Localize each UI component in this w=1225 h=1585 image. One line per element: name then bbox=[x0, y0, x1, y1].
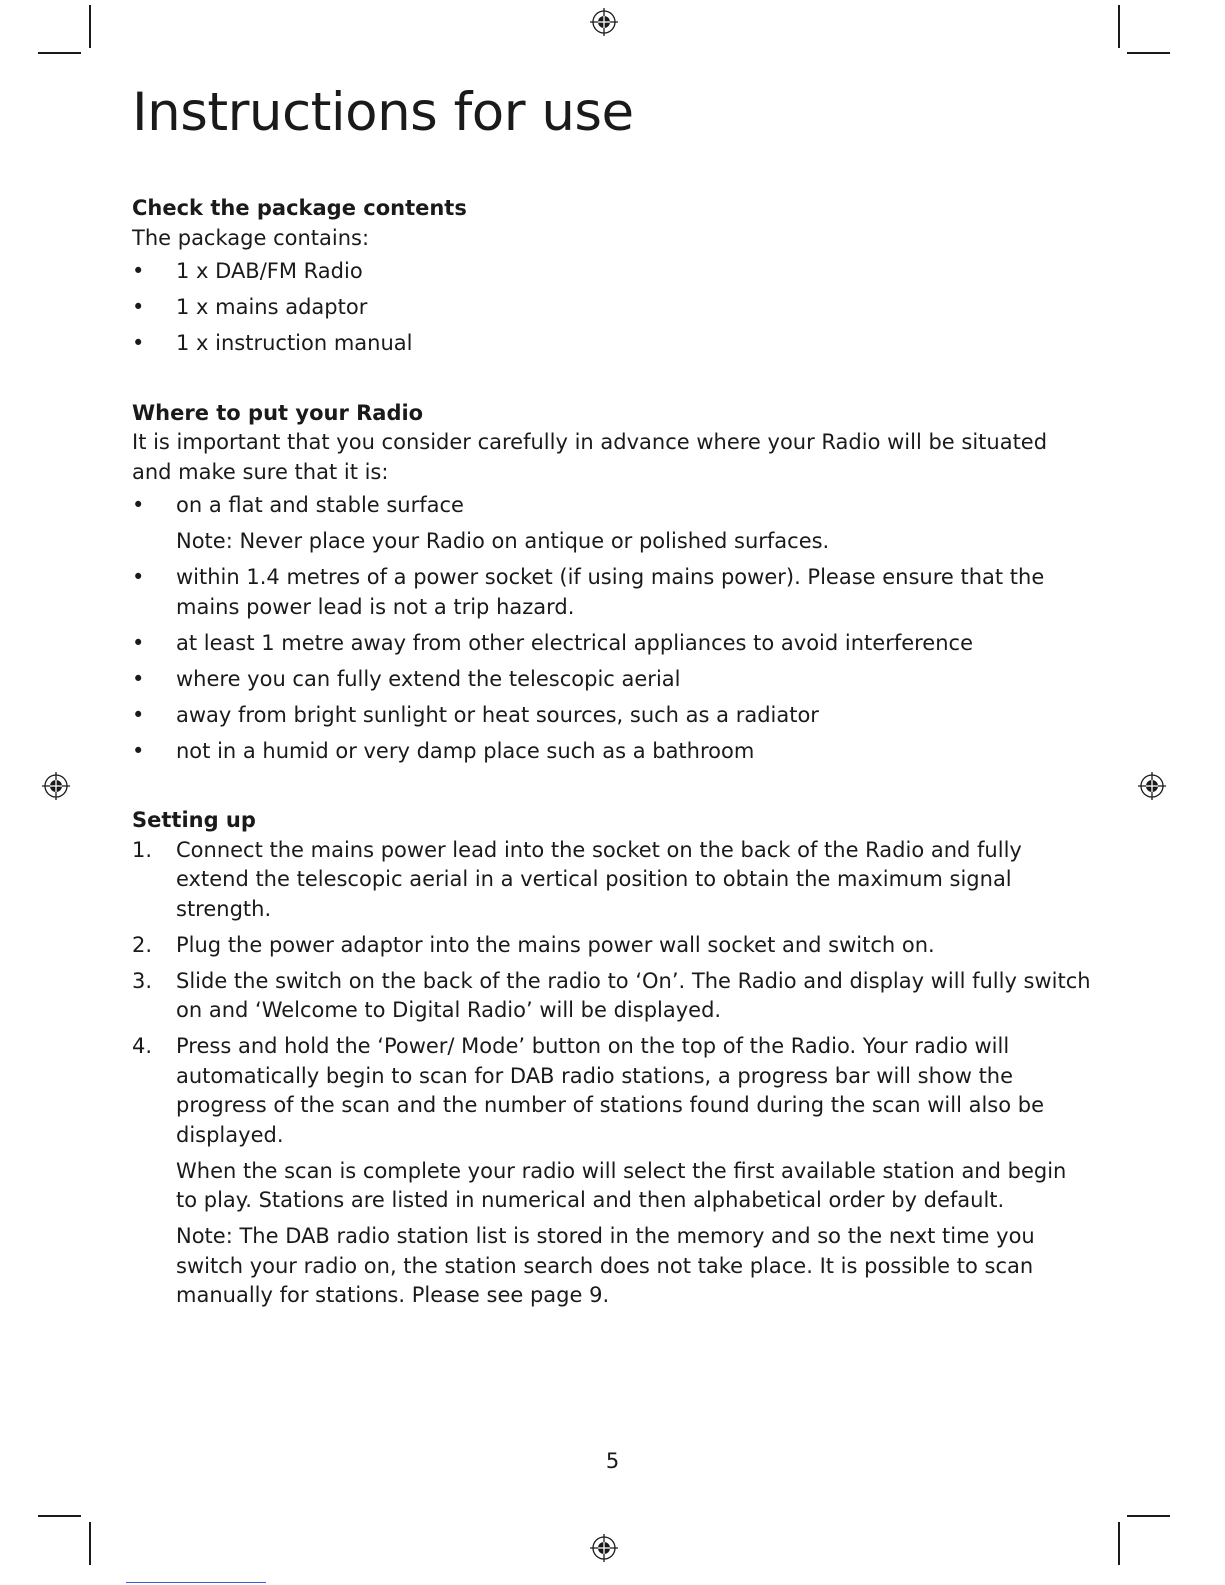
list-item bbox=[132, 836, 1092, 925]
list-item bbox=[132, 329, 1092, 359]
list-item bbox=[132, 967, 1092, 1026]
step-number: 3. bbox=[132, 968, 153, 993]
list-item-text: Plug the power adaptor into the mains power wall socket and switch on. bbox=[176, 932, 935, 957]
list-item-text: Press and hold the ‘Power/ Mode’ button on the top of the Radio. Your radio will automatically begin to scan for DAB radio stations, a progress bar will show the progress of the scan and the number of stations found during the scan will also be displayed. bbox=[176, 1034, 1045, 1147]
list-item bbox=[132, 257, 1092, 287]
list-item bbox=[132, 665, 1092, 695]
setup-steps bbox=[132, 836, 1092, 1311]
list-item-text: away from bright sunlight or heat sources, such as a radiator bbox=[176, 702, 819, 727]
step4-note: Note: The DAB radio station list is stored in the memory and so the next time you switch your radio on, the station search does not take place. It is possible to scan manually for stations. Please see page 9. bbox=[176, 1224, 1035, 1307]
list-item bbox=[132, 737, 1092, 767]
crop-mark bbox=[1127, 1515, 1170, 1517]
crop-mark bbox=[38, 52, 81, 54]
placement-list bbox=[132, 491, 1092, 766]
registration-mark-icon bbox=[589, 1533, 619, 1563]
list-item bbox=[132, 1032, 1092, 1311]
registration-mark-icon bbox=[589, 7, 619, 37]
list-item-text: 1 x DAB/FM Radio bbox=[176, 259, 363, 283]
list-item-text: at least 1 metre away from other electrical appliances to avoid interference bbox=[176, 630, 974, 655]
crop-mark bbox=[89, 1522, 91, 1565]
package-intro: The package contains: bbox=[132, 225, 370, 250]
list-item-text: on a flat and stable surface bbox=[176, 493, 464, 517]
package-section bbox=[132, 194, 1092, 359]
crop-mark bbox=[1127, 52, 1170, 54]
bullet-icon: • bbox=[132, 666, 145, 691]
step-number: 1. bbox=[132, 837, 153, 862]
bullet-icon: • bbox=[132, 331, 145, 355]
list-item bbox=[132, 563, 1092, 622]
package-heading: Check the package contents bbox=[132, 196, 467, 220]
placement-note: Note: Never place your Radio on antique or polished surfaces. bbox=[176, 529, 830, 553]
registration-mark-icon bbox=[41, 771, 71, 801]
list-item-text: within 1.4 metres of a power socket (if using mains power). Please ensure that the mains power lead is not a trip hazard. bbox=[176, 565, 1045, 619]
list-item-text: Connect the mains power lead into the socket on the back of the Radio and fully extend the telescopic aerial in a vertical position to obtain the maximum signal strength. bbox=[176, 837, 1022, 921]
crop-mark bbox=[38, 1515, 81, 1517]
list-item-text: not in a humid or very damp place such as a bathroom bbox=[176, 738, 755, 763]
list-item bbox=[132, 491, 1092, 557]
list-item-text: 1 x mains adaptor bbox=[176, 295, 368, 319]
bullet-icon: • bbox=[132, 738, 145, 763]
list-item bbox=[132, 701, 1092, 731]
bullet-icon: • bbox=[132, 702, 145, 727]
crop-mark bbox=[89, 5, 91, 48]
setup-heading: Setting up bbox=[132, 808, 256, 832]
step-number: 2. bbox=[132, 932, 153, 957]
placement-section bbox=[132, 399, 1092, 767]
step-number: 4. bbox=[132, 1034, 153, 1058]
main-content bbox=[132, 194, 1092, 1317]
page-number: 5 bbox=[605, 1449, 620, 1473]
list-item-text: 1 x instruction manual bbox=[176, 331, 413, 355]
package-list bbox=[132, 257, 1092, 359]
placement-heading: Where to put your Radio bbox=[132, 400, 424, 425]
bullet-icon: • bbox=[132, 259, 145, 283]
list-item-text: where you can fully extend the telescopic aerial bbox=[176, 666, 681, 691]
list-item-text: Slide the switch on the back of the radio to ‘On’. The Radio and display will fully switch on and ‘Welcome to Digital Radio’ will be displayed. bbox=[176, 968, 1091, 1022]
page-title: Instructions for use bbox=[132, 82, 634, 143]
placement-intro: It is important that you consider carefully in advance where your Radio will be situated and make sure that it is: bbox=[132, 430, 1048, 484]
bullet-icon: • bbox=[132, 565, 145, 589]
step4-paragraph: When the scan is complete your radio will select the first available station and begin to play. Stations are listed in numerical and then alphabetical order by default. bbox=[176, 1158, 1067, 1212]
list-item bbox=[132, 629, 1092, 659]
registration-mark-icon bbox=[1137, 771, 1167, 801]
bullet-icon: • bbox=[132, 630, 145, 655]
bullet-icon: • bbox=[132, 295, 145, 319]
crop-mark bbox=[1118, 5, 1120, 48]
bullet-icon: • bbox=[132, 493, 145, 517]
list-item bbox=[132, 293, 1092, 323]
crop-mark bbox=[1118, 1522, 1120, 1565]
list-item bbox=[132, 931, 1092, 961]
setup-section bbox=[132, 806, 1092, 1311]
footer-rule bbox=[126, 1582, 266, 1583]
